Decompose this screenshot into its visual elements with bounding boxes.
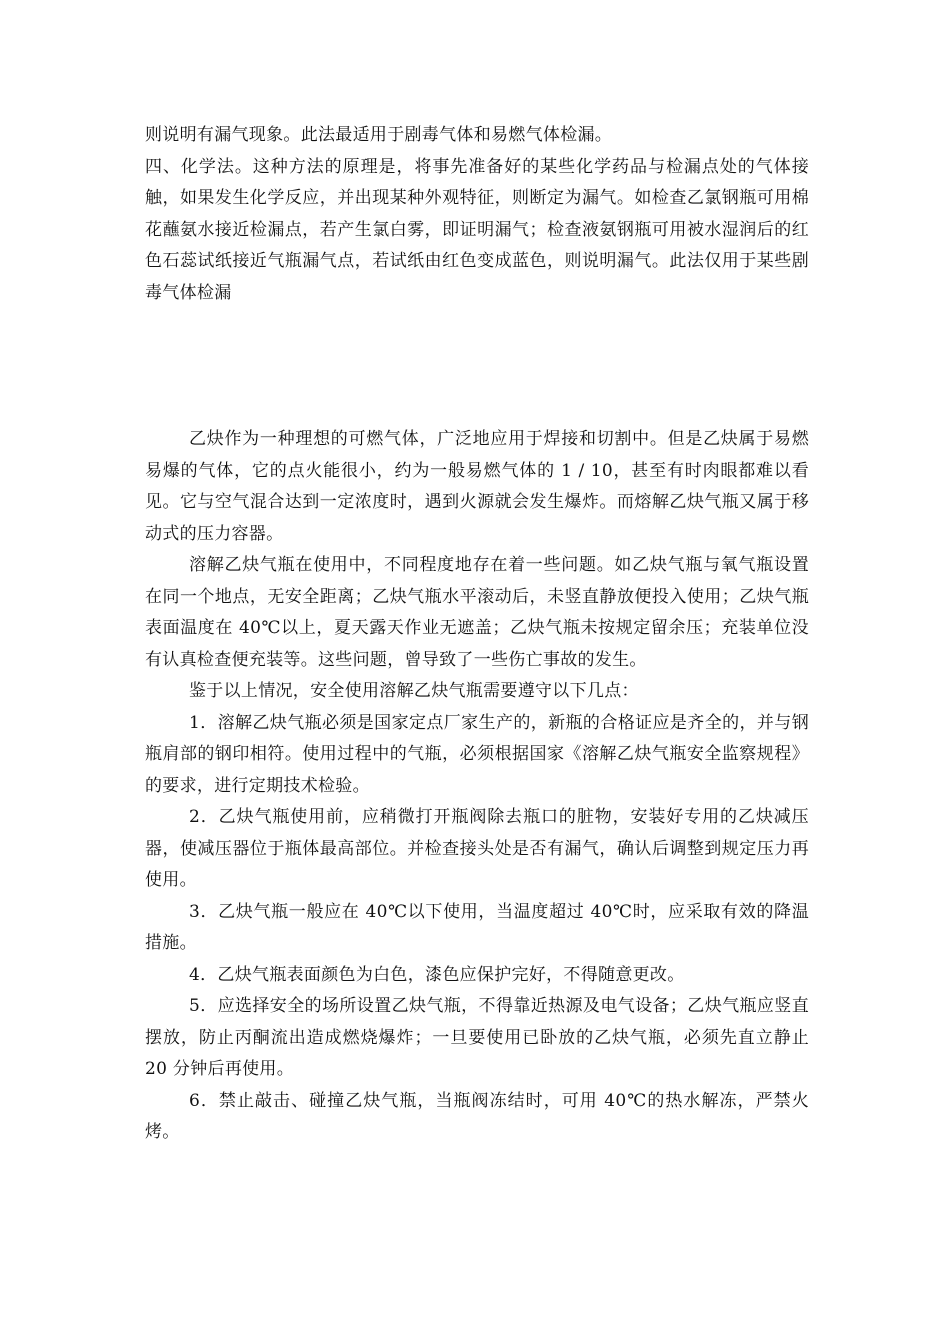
list-item-rule-6: 6．禁止敲击、碰撞乙炔气瓶，当瓶阀冻结时，可用 40℃的热水解冻，严禁火烤。 xyxy=(145,1090,809,1142)
list-item-rule-5: 5．应选择安全的场所设置乙炔气瓶，不得靠近热源及电气设备；乙炔气瓶应竖直摆放，防止丙酮流出造成燃烧爆炸；一旦要使用已卧放的乙炔气瓶，必须先直立静止 20 分钟后再使用。 xyxy=(145,996,809,1079)
list-item-rule-3: 3．乙炔气瓶一般应在 40℃以下使用，当温度超过 40℃时，应采取有效的降温措施。 xyxy=(145,901,809,953)
main-text-block xyxy=(145,424,809,1149)
paragraph-chemical-method: 四、化学法。这种方法的原理是，将事先准备好的某些化学药品与检漏点处的气体接触，如果发生化学反应，并出现某种外观特征，则断定为漏气。如检查乙氯钢瓶可用棉花蘸氨水接近检漏点，若产生氯白雾，即证明漏气；检查液氨钢瓶可用被水湿润后的红色石蕊试纸接近气瓶漏气点，若试纸由红色变成蓝色，则说明漏气。此法仅用于某些剧毒气体检漏 xyxy=(145,156,809,303)
paragraph-acetylene-intro: 乙炔作为一种理想的可燃气体，广泛地应用于焊接和切割中。但是乙炔属于易燃易爆的气体，它的点火能很小，约为一般易燃气体的 1 / 10，甚至有时肉眼都难以看见。它与空气混合达到一定浓度时，遇到火源就会发生爆炸。而熔解乙炔气瓶又属于移动式的压力容器。 xyxy=(145,429,809,544)
list-item-rule-1: 1．溶解乙炔气瓶必须是国家定点厂家生产的，新瓶的合格证应是齐全的，并与钢瓶肩部的钢印相符。使用过程中的气瓶，必须根据国家《溶解乙炔气瓶安全监察规程》的要求，进行定期技术检验。 xyxy=(145,712,809,796)
paragraph-leak-conclusion: 则说明有漏气现象。此法最适用于剧毒气体和易燃气体检漏。 xyxy=(145,125,613,145)
paragraph-safety-rules-intro: 鉴于以上情况，安全使用溶解乙炔气瓶需要遵守以下几点： xyxy=(189,681,639,701)
list-item-rule-4: 4．乙炔气瓶表面颜色为白色，漆色应保护完好，不得随意更改。 xyxy=(189,964,685,985)
top-text-block xyxy=(145,120,809,309)
paragraph-cylinder-problems: 溶解乙炔气瓶在使用中，不同程度地存在着一些问题。如乙炔气瓶与氧气瓶设置在同一个地点，无安全距离；乙炔气瓶水平滚动后，未竖直静放便投入使用；乙炔气瓶表面温度在 40℃以上，夏天露天作业无遮盖；乙炔气瓶未按规定留余压；充装单位没有认真检查便充装等。这些问题，曾导致了一些伤亡事故的发生。 xyxy=(145,555,809,670)
list-item-rule-2: 2．乙炔气瓶使用前，应稍微打开瓶阀除去瓶口的脏物，安装好专用的乙炔减压器，使减压器位于瓶体最高部位。并检查接头处是否有漏气，确认后调整到规定压力再使用。 xyxy=(145,807,809,890)
